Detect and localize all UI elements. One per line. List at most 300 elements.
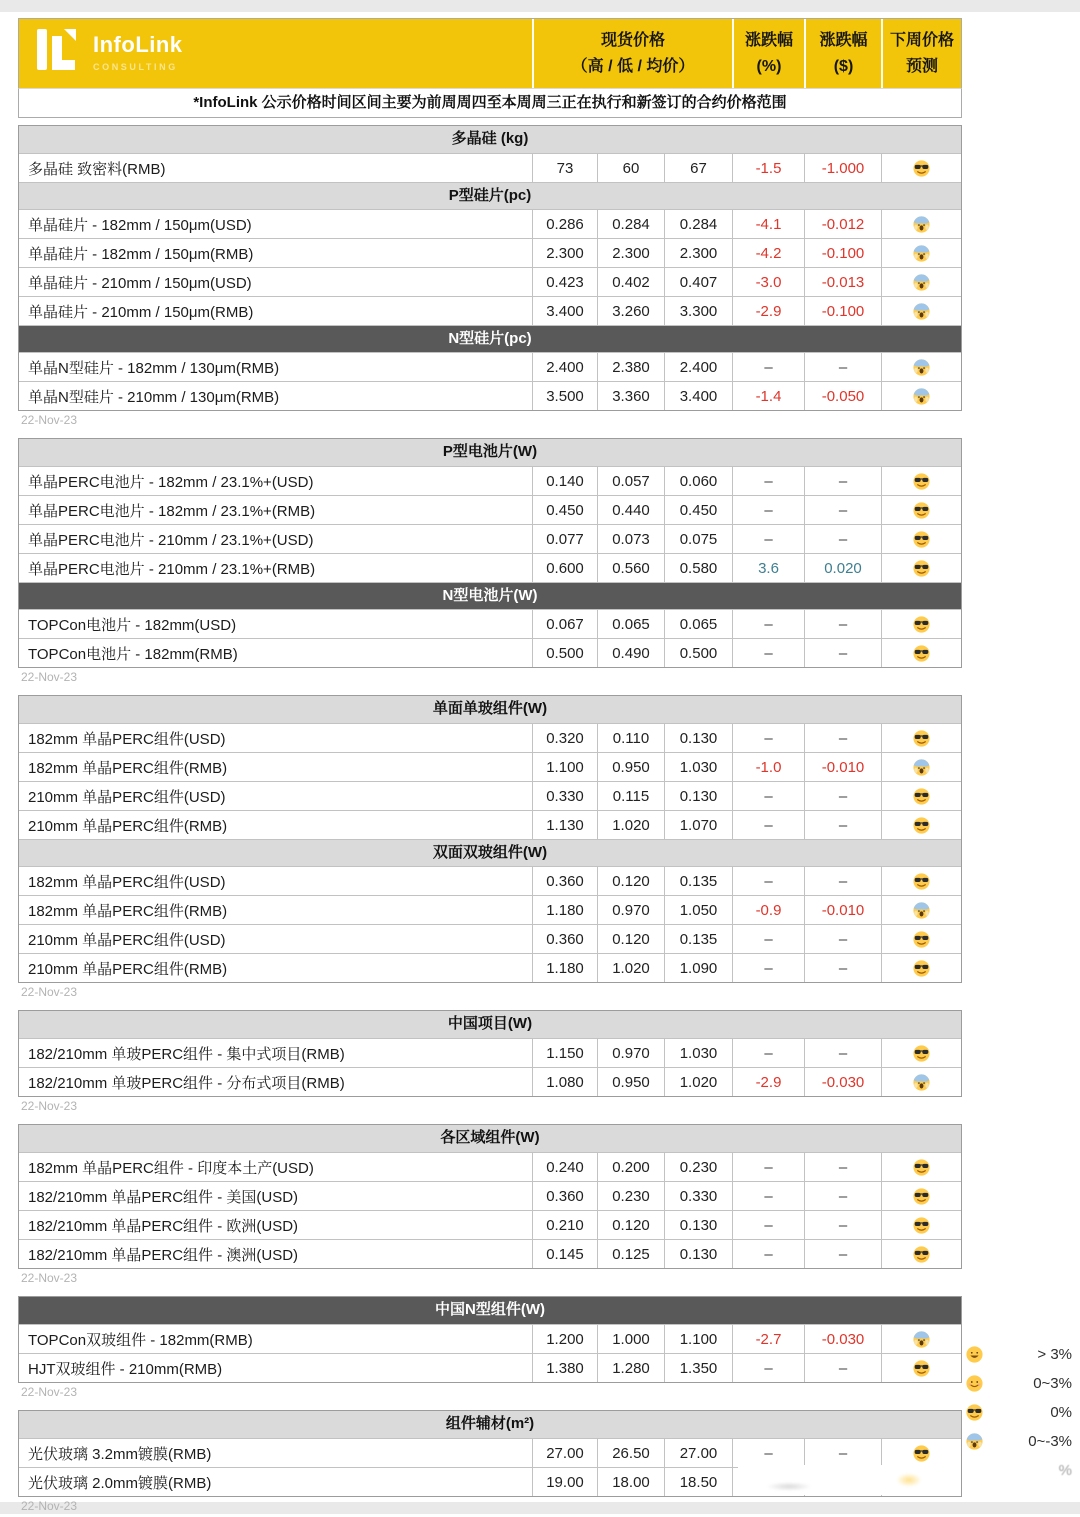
product-cell: 单晶PERC电池片 - 182mm / 23.1%+(USD) — [28, 473, 314, 491]
pct-change-cell: – — [732, 867, 804, 895]
avg-price-cell: 3.300 — [664, 297, 732, 325]
scream-emoji-icon — [913, 388, 930, 405]
table-row — [19, 723, 961, 752]
forecast-cell — [881, 467, 961, 495]
product-cell: TOPCon双玻组件 - 182mm(RMB) — [28, 1331, 253, 1349]
spot-price-line2: （高 / 低 / 均价） — [571, 57, 695, 75]
low-price-cell: 18.00 — [597, 1468, 664, 1496]
usd-change-cell: – — [804, 1211, 881, 1239]
sunglasses-emoji-icon — [913, 560, 930, 577]
logo-sub-text: CONSULTING — [93, 61, 178, 72]
pct-change-cell: -0.9 — [732, 896, 804, 924]
avg-price-cell: 0.284 — [664, 210, 732, 238]
date-stamp: 22-Nov-23 — [21, 413, 78, 427]
avg-price-cell: 0.330 — [664, 1182, 732, 1210]
pct-change-cell: – — [732, 1354, 804, 1382]
table-row — [19, 1067, 961, 1096]
forecast-cell — [881, 1325, 961, 1353]
table-row — [19, 866, 961, 895]
high-price-cell: 27.00 — [532, 1439, 597, 1467]
usd-change-cell: -0.100 — [804, 297, 881, 325]
usd-change-cell: – — [804, 496, 881, 524]
infolink-logo-icon — [34, 25, 82, 82]
usd-change-cell: – — [804, 1439, 881, 1467]
usd-change-cell: – — [804, 954, 881, 982]
table-row — [19, 381, 961, 410]
scream-emoji-icon — [913, 303, 930, 320]
forecast-cell — [881, 525, 961, 553]
low-price-cell: 0.402 — [597, 268, 664, 296]
table-row — [19, 752, 961, 781]
pct-change-cell: -4.1 — [732, 210, 804, 238]
high-price-cell: 0.360 — [532, 925, 597, 953]
sunglasses-emoji-icon — [913, 502, 930, 519]
low-price-cell: 1.020 — [597, 954, 664, 982]
low-price-cell: 0.950 — [597, 1068, 664, 1096]
low-price-cell: 0.230 — [597, 1182, 664, 1210]
avg-price-cell: 1.030 — [664, 1039, 732, 1067]
product-cell: 182mm 单晶PERC组件(USD) — [28, 730, 226, 748]
pct-change-cell: – — [732, 610, 804, 638]
forecast-cell — [881, 753, 961, 781]
table-row — [19, 466, 961, 495]
avg-price-cell: 0.130 — [664, 1211, 732, 1239]
table-row — [19, 1239, 961, 1268]
usd-change-cell: 0.020 — [804, 554, 881, 582]
section-block — [18, 438, 962, 668]
low-price-cell: 60 — [597, 154, 664, 182]
low-price-cell: 0.120 — [597, 925, 664, 953]
price-table-blocks — [18, 125, 962, 1517]
high-price-cell: 0.500 — [532, 639, 597, 667]
pct-change-cell: – — [732, 496, 804, 524]
product-cell: 210mm 单晶PERC组件(RMB) — [28, 960, 228, 978]
high-price-cell: 1.080 — [532, 1068, 597, 1096]
forecast-cell — [881, 954, 961, 982]
section-header: 多晶硅 (kg) — [19, 126, 961, 153]
low-price-cell: 0.110 — [597, 724, 664, 752]
table-row — [19, 267, 961, 296]
smile-big-emoji-icon — [966, 1346, 988, 1363]
forecast-cell — [881, 925, 961, 953]
usd-change-cell: – — [804, 925, 881, 953]
avg-price-cell: 0.135 — [664, 925, 732, 953]
table-row — [19, 495, 961, 524]
table-row — [19, 1181, 961, 1210]
forecast-cell — [881, 353, 961, 381]
table-row — [19, 609, 961, 638]
forecast-cell — [881, 867, 961, 895]
usd-change-cell: -0.030 — [804, 1068, 881, 1096]
high-price-cell: 1.180 — [532, 954, 597, 982]
pct-change-cell: -1.4 — [732, 382, 804, 410]
column-header-change-usd — [804, 19, 881, 88]
smile-emoji-icon — [966, 1375, 988, 1392]
forecast-line2: 预测 — [905, 57, 938, 75]
scream-emoji-icon — [913, 1331, 930, 1348]
low-price-cell: 1.000 — [597, 1325, 664, 1353]
pct-change-cell: -4.2 — [732, 239, 804, 267]
scream-emoji-icon — [913, 759, 930, 776]
scream-emoji-icon — [966, 1433, 983, 1450]
product-cell: 单晶N型硅片 - 210mm / 130μm(RMB) — [28, 388, 280, 406]
usd-change-cell: -0.010 — [804, 896, 881, 924]
forecast-cell — [881, 382, 961, 410]
pct-change-cell: – — [732, 1182, 804, 1210]
low-price-cell: 1.280 — [597, 1354, 664, 1382]
high-price-cell: 0.210 — [532, 1211, 597, 1239]
legend-item — [966, 1340, 1078, 1369]
forecast-cell — [881, 1068, 961, 1096]
low-price-cell: 0.560 — [597, 554, 664, 582]
product-cell: 单晶硅片 - 210mm / 150μm(USD) — [28, 274, 252, 292]
forecast-cell — [881, 639, 961, 667]
usd-change-cell: – — [804, 1354, 881, 1382]
high-price-cell: 0.145 — [532, 1240, 597, 1268]
section-block — [18, 1124, 962, 1269]
sunglasses-emoji-icon — [966, 1404, 988, 1421]
high-price-cell: 19.00 — [532, 1468, 597, 1496]
forecast-cell — [881, 896, 961, 924]
low-price-cell: 0.284 — [597, 210, 664, 238]
table-row — [19, 1152, 961, 1181]
avg-price-cell: 67 — [664, 154, 732, 182]
product-cell: 单晶PERC电池片 - 210mm / 23.1%+(USD) — [28, 531, 314, 549]
usd-change-cell: – — [804, 1153, 881, 1181]
low-price-cell: 0.125 — [597, 1240, 664, 1268]
product-cell: 单晶PERC电池片 - 182mm / 23.1%+(RMB) — [28, 502, 316, 520]
date-stamp: 22-Nov-23 — [21, 1385, 78, 1399]
product-cell: 单晶硅片 - 182mm / 150μm(RMB) — [28, 245, 254, 263]
high-price-cell: 3.400 — [532, 297, 597, 325]
product-cell: 182mm 单晶PERC组件(RMB) — [28, 759, 228, 777]
sunglasses-emoji-icon — [913, 960, 930, 977]
table-row — [19, 296, 961, 325]
high-price-cell: 0.320 — [532, 724, 597, 752]
section-header: P型电池片(W) — [19, 439, 961, 466]
high-price-cell: 0.360 — [532, 1182, 597, 1210]
usd-change-cell: – — [804, 811, 881, 839]
sunglasses-emoji-icon — [913, 817, 930, 834]
forecast-cell — [881, 1240, 961, 1268]
low-price-cell: 0.120 — [597, 867, 664, 895]
price-period-note: *InfoLink 公示价格时间区间主要为前周周四至本周周三正在执行和新签订的合约价格范围 — [18, 88, 962, 118]
section-header: 中国N型组件(W) — [19, 1297, 961, 1324]
legend-item — [966, 1369, 1078, 1398]
pct-change-cell: – — [732, 782, 804, 810]
pct-change-cell: -1.5 — [732, 154, 804, 182]
low-price-cell: 0.073 — [597, 525, 664, 553]
sunglasses-emoji-icon — [913, 473, 930, 490]
legend-label: 0% — [1050, 1404, 1072, 1421]
avg-price-cell: 0.230 — [664, 1153, 732, 1181]
sunglasses-emoji-icon — [913, 1159, 930, 1176]
avg-price-cell: 2.400 — [664, 353, 732, 381]
table-row — [19, 810, 961, 839]
pct-change-cell: – — [732, 954, 804, 982]
pct-change-cell: – — [732, 467, 804, 495]
date-stamp: 22-Nov-23 — [21, 670, 78, 684]
table-row — [19, 352, 961, 381]
product-cell: 182/210mm 单玻PERC组件 - 集中式项目(RMB) — [28, 1045, 345, 1063]
pct-change-cell: – — [732, 925, 804, 953]
column-header-spot-price — [532, 19, 732, 88]
section-block — [18, 125, 962, 411]
date-stamp: 22-Nov-23 — [21, 1099, 78, 1113]
smile-big-emoji-icon — [966, 1346, 983, 1363]
product-cell: TOPCon电池片 - 182mm(RMB) — [28, 645, 238, 663]
avg-price-cell: 0.450 — [664, 496, 732, 524]
table-row — [19, 238, 961, 267]
usd-change-cell: – — [804, 1240, 881, 1268]
usd-change-cell: – — [804, 867, 881, 895]
avg-price-cell: 1.070 — [664, 811, 732, 839]
table-row — [19, 1324, 961, 1353]
pct-change-cell: – — [732, 1211, 804, 1239]
change-pct-line1: 涨跌幅 — [744, 31, 793, 49]
date-stamp: 22-Nov-23 — [21, 985, 78, 999]
forecast-line1: 下周价格 — [889, 31, 954, 49]
scream-emoji-icon — [913, 1074, 930, 1091]
avg-price-cell: 1.100 — [664, 1325, 732, 1353]
section-header: 单面单玻组件(W) — [19, 696, 961, 723]
forecast-cell — [881, 1039, 961, 1067]
usd-change-cell: -0.030 — [804, 1325, 881, 1353]
table-header — [18, 18, 962, 88]
forecast-cell — [881, 1354, 961, 1382]
low-price-cell: 26.50 — [597, 1439, 664, 1467]
forecast-cell — [881, 554, 961, 582]
smile-emoji-icon — [966, 1375, 983, 1392]
usd-change-cell: -0.050 — [804, 382, 881, 410]
high-price-cell: 0.240 — [532, 1153, 597, 1181]
product-cell: TOPCon电池片 - 182mm(USD) — [28, 616, 237, 634]
low-price-cell: 0.065 — [597, 610, 664, 638]
high-price-cell: 0.077 — [532, 525, 597, 553]
high-price-cell: 1.130 — [532, 811, 597, 839]
usd-change-cell: – — [804, 782, 881, 810]
pct-change-cell: – — [732, 525, 804, 553]
usd-change-cell: – — [804, 467, 881, 495]
forecast-cell — [881, 782, 961, 810]
product-cell: 光伏玻璃 3.2mm镀膜(RMB) — [28, 1445, 212, 1463]
forecast-cell — [881, 154, 961, 182]
sunglasses-emoji-icon — [913, 1188, 930, 1205]
low-price-cell: 0.970 — [597, 1039, 664, 1067]
product-cell: 单晶硅片 - 210mm / 150μm(RMB) — [28, 303, 254, 321]
table-row — [19, 953, 961, 982]
avg-price-cell: 1.020 — [664, 1068, 732, 1096]
usd-change-cell: – — [804, 1182, 881, 1210]
legend-label: 0~3% — [1033, 1375, 1072, 1392]
date-stamp: 22-Nov-23 — [21, 1499, 78, 1513]
usd-change-cell: -0.013 — [804, 268, 881, 296]
pct-change-cell: – — [732, 811, 804, 839]
table-row — [19, 524, 961, 553]
avg-price-cell: 0.075 — [664, 525, 732, 553]
avg-price-cell: 0.130 — [664, 1240, 732, 1268]
section-block — [18, 695, 962, 983]
product-cell: 单晶硅片 - 182mm / 150μm(USD) — [28, 216, 252, 234]
low-price-cell: 0.440 — [597, 496, 664, 524]
pct-change-cell: – — [732, 1039, 804, 1067]
high-price-cell: 1.100 — [532, 753, 597, 781]
logo-brand-text: InfoLink — [93, 31, 183, 57]
product-cell: 182/210mm 单晶PERC组件 - 美国(USD) — [28, 1188, 299, 1206]
product-cell: 光伏玻璃 2.0mm镀膜(RMB) — [28, 1474, 212, 1492]
forecast-cell — [881, 811, 961, 839]
product-cell: 182mm 单晶PERC组件(USD) — [28, 873, 226, 891]
scream-emoji-icon — [913, 216, 930, 233]
sunglasses-emoji-icon — [913, 160, 930, 177]
forecast-cell — [881, 1182, 961, 1210]
avg-price-cell: 1.030 — [664, 753, 732, 781]
product-cell: 210mm 单晶PERC组件(USD) — [28, 931, 226, 949]
high-price-cell: 0.360 — [532, 867, 597, 895]
sunglasses-emoji-icon — [913, 788, 930, 805]
legend-label: 0~-3% — [1028, 1433, 1072, 1450]
section-block — [18, 1410, 962, 1497]
avg-price-cell: 0.130 — [664, 724, 732, 752]
low-price-cell: 0.120 — [597, 1211, 664, 1239]
scream-emoji-icon — [913, 245, 930, 262]
sunglasses-emoji-icon — [966, 1404, 983, 1421]
sunglasses-emoji-icon — [913, 730, 930, 747]
product-cell: 182mm 单晶PERC组件 - 印度本土产(USD) — [28, 1159, 314, 1177]
legend-item — [966, 1456, 1078, 1485]
low-price-cell: 0.950 — [597, 753, 664, 781]
usd-change-cell: – — [804, 639, 881, 667]
low-price-cell: 3.260 — [597, 297, 664, 325]
forecast-cell — [881, 610, 961, 638]
sunglasses-emoji-icon — [913, 616, 930, 633]
usd-change-cell: -0.012 — [804, 210, 881, 238]
table-row — [19, 924, 961, 953]
pct-change-cell: 3.6 — [732, 554, 804, 582]
avg-price-cell: 0.135 — [664, 867, 732, 895]
high-price-cell: 1.200 — [532, 1325, 597, 1353]
forecast-cell — [881, 496, 961, 524]
scream-emoji-icon — [913, 359, 930, 376]
sunglasses-emoji-icon — [913, 1217, 930, 1234]
scream-emoji-icon — [966, 1433, 988, 1450]
product-cell: 单晶N型硅片 - 182mm / 130μm(RMB) — [28, 359, 280, 377]
change-pct-line2: (%) — [756, 57, 782, 75]
forecast-legend — [966, 1340, 1078, 1485]
forecast-cell — [881, 1439, 961, 1467]
scream-emoji-icon — [913, 902, 930, 919]
sunglasses-emoji-icon — [913, 931, 930, 948]
usd-change-cell: – — [804, 610, 881, 638]
sunglasses-emoji-icon — [913, 1445, 930, 1462]
table-row — [19, 153, 961, 182]
high-price-cell: 1.150 — [532, 1039, 597, 1067]
legend-label: > 3% — [1037, 1346, 1072, 1363]
product-cell: HJT双玻组件 - 210mm(RMB) — [28, 1360, 223, 1378]
product-cell: 182/210mm 单晶PERC组件 - 澳洲(USD) — [28, 1246, 299, 1264]
high-price-cell: 0.330 — [532, 782, 597, 810]
forecast-cell — [881, 210, 961, 238]
sunglasses-emoji-icon — [913, 1360, 930, 1377]
section-header: 双面双玻组件(W) — [19, 839, 961, 866]
product-cell: 182/210mm 单晶PERC组件 - 欧洲(USD) — [28, 1217, 299, 1235]
avg-price-cell: 1.050 — [664, 896, 732, 924]
forecast-cell — [881, 724, 961, 752]
high-price-cell: 0.600 — [532, 554, 597, 582]
avg-price-cell: 0.407 — [664, 268, 732, 296]
high-price-cell: 0.423 — [532, 268, 597, 296]
table-row — [19, 209, 961, 238]
forecast-cell — [881, 1153, 961, 1181]
avg-price-cell: 0.130 — [664, 782, 732, 810]
table-row — [19, 1210, 961, 1239]
sunglasses-emoji-icon — [913, 1045, 930, 1062]
legend-item — [966, 1398, 1078, 1427]
section-block — [18, 1010, 962, 1097]
high-price-cell: 2.400 — [532, 353, 597, 381]
sunglasses-emoji-icon — [913, 873, 930, 890]
product-cell: 210mm 单晶PERC组件(RMB) — [28, 817, 228, 835]
avg-price-cell: 3.400 — [664, 382, 732, 410]
low-price-cell: 1.020 — [597, 811, 664, 839]
section-header: 组件辅材(m²) — [19, 1411, 961, 1438]
low-price-cell: 2.300 — [597, 239, 664, 267]
high-price-cell: 3.500 — [532, 382, 597, 410]
scream-emoji-icon — [913, 274, 930, 291]
forecast-cell — [881, 239, 961, 267]
high-price-cell: 73 — [532, 154, 597, 182]
erased-emoji-smudge — [896, 1473, 922, 1487]
sunglasses-emoji-icon — [913, 1246, 930, 1263]
pct-change-cell: – — [732, 724, 804, 752]
section-header: N型电池片(W) — [19, 582, 961, 609]
section-header: 各区域组件(W) — [19, 1125, 961, 1152]
usd-change-cell: – — [804, 525, 881, 553]
pct-change-cell: -3.0 — [732, 268, 804, 296]
low-price-cell: 0.970 — [597, 896, 664, 924]
section-block — [18, 1296, 962, 1383]
table-row — [19, 781, 961, 810]
sunglasses-emoji-icon — [913, 645, 930, 662]
avg-price-cell: 27.00 — [664, 1439, 732, 1467]
column-header-forecast — [881, 19, 961, 88]
avg-price-cell: 1.350 — [664, 1354, 732, 1382]
pct-change-cell: -1.0 — [732, 753, 804, 781]
usd-change-cell: – — [804, 724, 881, 752]
usd-change-cell: -1.000 — [804, 154, 881, 182]
low-price-cell: 2.380 — [597, 353, 664, 381]
top-edge-band — [0, 0, 1080, 12]
price-report-sheet — [18, 18, 962, 1517]
avg-price-cell: 0.500 — [664, 639, 732, 667]
legend-item — [966, 1427, 1078, 1456]
avg-price-cell: 1.090 — [664, 954, 732, 982]
avg-price-cell: 0.065 — [664, 610, 732, 638]
usd-change-cell: -0.100 — [804, 239, 881, 267]
change-usd-line1: 涨跌幅 — [819, 31, 868, 49]
table-row — [19, 638, 961, 667]
low-price-cell: 0.057 — [597, 467, 664, 495]
product-cell: 182mm 单晶PERC组件(RMB) — [28, 902, 228, 920]
usd-change-cell: – — [804, 353, 881, 381]
pct-change-cell: – — [732, 1439, 804, 1467]
low-price-cell: 0.200 — [597, 1153, 664, 1181]
table-row — [19, 1038, 961, 1067]
forecast-cell — [881, 268, 961, 296]
high-price-cell: 0.140 — [532, 467, 597, 495]
erased-smudge — [766, 1482, 812, 1491]
high-price-cell: 0.067 — [532, 610, 597, 638]
